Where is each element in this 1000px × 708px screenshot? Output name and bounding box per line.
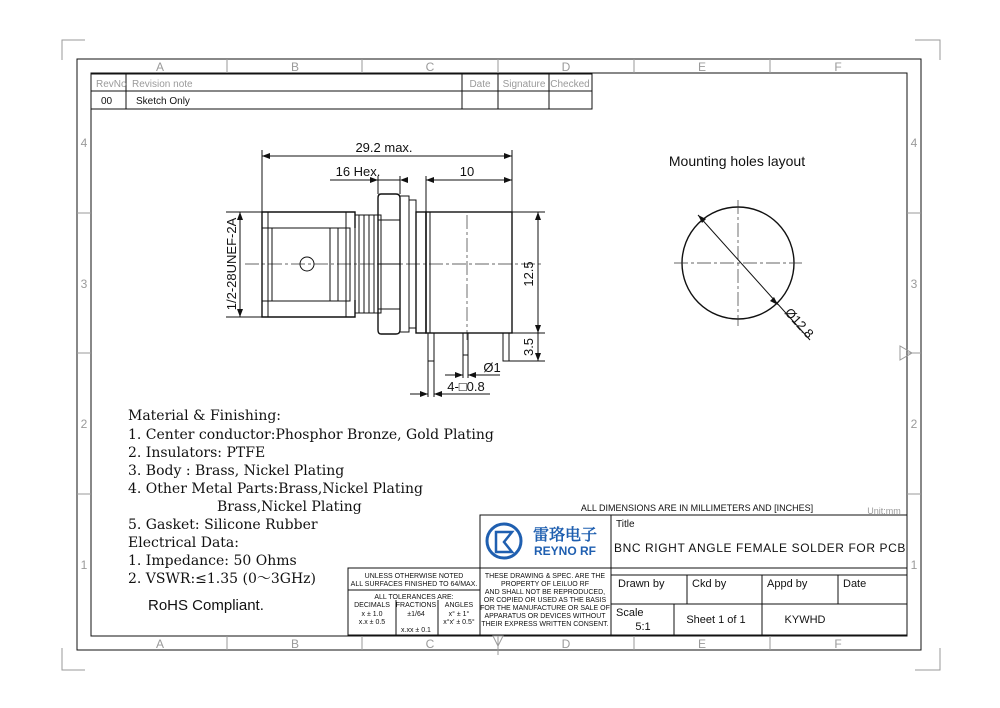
mounting-holes-title: Mounting holes layout (668, 153, 806, 169)
zone-col-label: A (155, 637, 165, 651)
rev-header-checked: Checked (550, 79, 590, 90)
zone-col-label: E (697, 60, 707, 74)
zone-col-label: B (290, 637, 300, 651)
dim-thread-spec: 1/2-28UNEF-2A (224, 217, 239, 311)
material-line: Brass,Nickel Plating (128, 499, 362, 515)
logo-english-name: REYNO RF (533, 544, 597, 558)
zone-col-label: F (834, 637, 842, 651)
rev-header-note: Revision note (132, 79, 193, 90)
notice-line: AND SHALL NOT BE REPRODUCED, (484, 589, 606, 596)
zone-col-label: A (155, 60, 165, 74)
zone-col-label: D (561, 637, 571, 651)
dim-body-height: 12.5 (521, 261, 536, 287)
drawing-code: KYWHD (784, 614, 826, 626)
proprietary-notice (480, 568, 611, 635)
all-dimensions-note: ALL DIMENSIONS ARE IN MILLIMETERS AND [INCHES] (580, 503, 814, 513)
dim-front-length: 10 (459, 164, 475, 179)
tol-line3: ALL TOLERANCES ARE: (374, 594, 454, 601)
rev-header-date: Date (469, 79, 491, 90)
zone-col-label: B (290, 60, 300, 74)
zone-col-label: C (425, 637, 435, 651)
material-line: 2. Insulators: PTFE (128, 445, 266, 461)
ckd-by-label: Ckd by (692, 578, 727, 590)
zone-col-label: D (561, 60, 571, 74)
materials-heading: Material & Finishing: (128, 408, 282, 424)
material-line: 4. Other Metal Parts:Brass,Nickel Plating (128, 481, 423, 497)
rev-row-no: 00 (101, 96, 113, 107)
zone-row-label: 3 (910, 277, 918, 291)
connector-side-view (245, 194, 542, 361)
mounting-holes-layout (669, 153, 817, 341)
scale-value: 5:1 (635, 621, 651, 633)
rohs-statement: RoHS Compliant. (148, 597, 264, 614)
sheet-number: Sheet 1 of 1 (686, 614, 746, 626)
notice-line: PROPERTY OF LEILUO RF (500, 581, 590, 588)
dim-pin-length: 3.5 (521, 337, 536, 357)
tol-decimals: DECIMALS (354, 602, 390, 609)
tol-line1: UNLESS OTHERWISE NOTED (364, 573, 464, 580)
tol-ang2: x°x' ± 0.5° (443, 619, 475, 626)
tol-fractions: FRACTIONS (395, 602, 437, 609)
notice-line: THEIR EXPRESS WRITTEN CONSENT. (481, 621, 609, 628)
tol-frac1: ±1/64 (407, 611, 425, 618)
dim-pin-diameter: Ø1 (483, 360, 501, 375)
tol-ang1: x° ± 1° (448, 611, 470, 618)
zone-row-label: 1 (80, 558, 88, 572)
material-line: 3. Body : Brass, Nickel Plating (128, 463, 345, 479)
tol-dec2: x.x ± 0.5 (358, 619, 386, 626)
electrical-line: 1. Impedance: 50 Ohms (128, 553, 297, 569)
tol-dec1: x ± 1.0 (361, 611, 383, 618)
notice-line: APPARATUS OR DEVICES WITHOUT (484, 613, 606, 620)
date-label: Date (843, 578, 867, 590)
tol-line2: ALL SURFACES FINISHED TO 64/MAX. (350, 581, 478, 588)
zone-row-label: 2 (910, 417, 918, 431)
notice-line: THESE DRAWING & SPEC. ARE THE (484, 573, 606, 580)
tol-dec3: x.xx ± 0.1 (401, 627, 431, 634)
zone-row-label: 3 (80, 277, 88, 291)
material-line: 5. Gasket: Silicone Rubber (128, 517, 318, 533)
logo-chinese-name: 雷珞电子 (532, 527, 598, 544)
appd-by-label: Appd by (767, 578, 808, 590)
tol-angles: ANGLES (444, 602, 474, 609)
tolerance-box (348, 568, 480, 635)
rev-header-signature: Signature (502, 79, 546, 90)
rev-header-no: RevNo (96, 79, 127, 90)
company-logo (487, 524, 597, 558)
drawn-by-label: Drawn by (618, 578, 665, 590)
zone-row-label: 2 (80, 417, 88, 431)
notice-line: FOR THE MANUFACTURE OR SALE OF (480, 605, 610, 612)
zone-row-label: 1 (910, 558, 918, 572)
unit-label: Unit:mm (867, 506, 901, 516)
notice-line: OR COPIED OR USED AS THE BASIS (483, 597, 607, 604)
title-label: Title (616, 519, 635, 530)
material-line: 1. Center conductor:Phosphor Bronze, Gold Plating (128, 427, 494, 443)
electrical-heading: Electrical Data: (128, 535, 239, 551)
zone-col-label: F (834, 60, 842, 74)
dim-overall-length: 29.2 max. (355, 140, 413, 155)
scale-label: Scale (616, 607, 644, 619)
zone-row-label: 4 (80, 136, 88, 150)
dim-hex-size: 16 Hex. (335, 164, 381, 179)
title-value: BNC RIGHT ANGLE FEMALE SOLDER FOR PCB (613, 541, 907, 555)
rev-row-note: Sketch Only (136, 96, 190, 107)
dim-square-pins: 4-□0.8 (447, 379, 485, 394)
zone-col-label: E (697, 637, 707, 651)
zone-col-label: C (425, 60, 435, 74)
dim-hole-diameter: Ø12.8 (781, 304, 817, 342)
zone-row-label: 4 (910, 136, 918, 150)
electrical-line: 2. VSWR:≤1.35 (0～3GHz) (128, 571, 317, 587)
revision-table (91, 74, 592, 109)
